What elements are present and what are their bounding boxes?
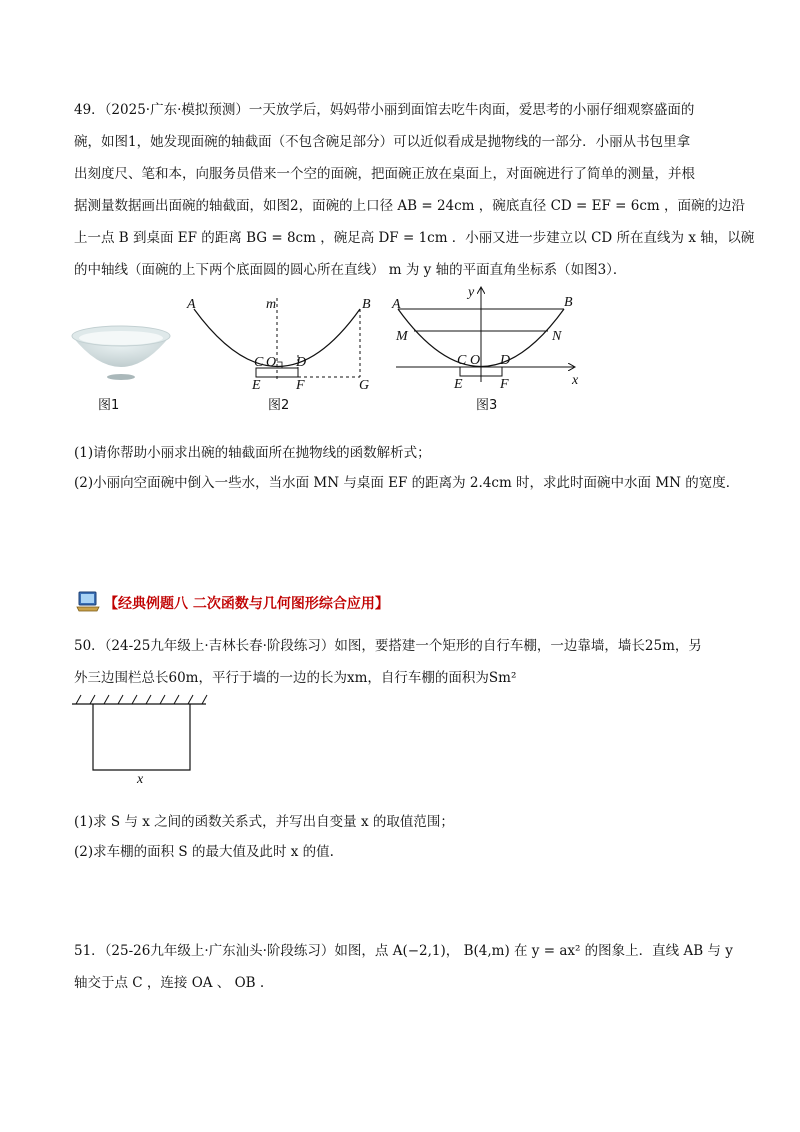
q50-line-1: 50．（24-25九年级上·吉林长春·阶段练习）如图，要搭建一个矩形的自行车棚，一边靠墙，墙长25m，另 <box>74 638 702 654</box>
fig3-label-a: A <box>392 297 401 312</box>
fig2-label-c: C <box>254 355 264 370</box>
fig1-bowl-image <box>66 316 176 386</box>
fig2-label-e: E <box>252 378 261 393</box>
q50-x-label: x <box>137 772 144 786</box>
q49-text <box>74 94 755 286</box>
q50-shed-diagram <box>70 694 210 786</box>
fig3-label-e: E <box>454 377 463 392</box>
fig2-label-o: O <box>266 355 277 370</box>
q49-sub2: (2)小丽向空面碗中倒入一些水，当水面 MN 与桌面 EF 的距离为 2.4cm 时，求此时面碗中水面 MN 的宽度． <box>74 475 740 491</box>
fig2-caption: 图2 <box>268 398 290 413</box>
q51-line-1: 51．（25-26九年级上·广东汕头·阶段练习）如图，点 A(−2,1)， B(4,m) 在 y = ax² 的图象上．直线 AB 与 y <box>74 943 733 959</box>
fig3-diagram <box>390 284 590 394</box>
q49-line-1: 49．（2025·广东·模拟预测）一天放学后，妈妈带小丽到面馆去吃牛肉面，爱思考的小丽仔细观察盛面的 <box>74 102 695 118</box>
q50-line-2: 外三边围栏总长60m，平行于墙的一边的长为xm，自行车棚的面积为Sm² <box>74 670 517 686</box>
q50-sub2: (2)求车棚的面积 S 的最大值及此时 x 的值. <box>74 844 334 860</box>
q49-sub1: (1)请你帮助小丽求出碗的轴截面所在抛物线的函数解析式； <box>74 445 431 461</box>
fig2-caption-wrap <box>266 394 306 414</box>
fig3-label-c: C <box>457 353 467 368</box>
fig2-label-d: D <box>296 355 307 370</box>
q50-text <box>74 630 730 694</box>
fig1-caption-wrap <box>96 394 136 414</box>
fig3-label-b: B <box>564 295 573 310</box>
fig3-caption: 图3 <box>476 398 498 413</box>
fig2-label-m: m <box>266 297 277 312</box>
book-computer-icon <box>76 590 100 612</box>
fig3-label-f: F <box>500 377 509 392</box>
fig2-label-g: G <box>359 378 370 393</box>
q49-line-6: 的中轴线（面碗的上下两个底面圆的圆心所在直线） m 为 y 轴的平面直角坐标系（如图3）． <box>74 262 627 278</box>
q49-line-3: 出刻度尺、笔和本，向服务员借来一个空的面碗，把面碗正放在桌面上，对面碗进行了简单的测量，并根 <box>74 166 695 182</box>
fig1-caption: 图1 <box>98 398 120 413</box>
q50-fence <box>93 704 190 770</box>
q49-line-5: 上一点 B 到桌面 EF 的距离 BG = 8cm ，碗足高 DF = 1cm ．小丽又进一步建立以 CD 所在直线为 x 轴，以碗 <box>74 230 755 246</box>
q49-line-2: 碗，如图1，她发现面碗的轴截面（不包含碗足部分）可以近似看成是抛物线的一部分．小丽从书包里拿 <box>74 134 691 150</box>
fig2-label-f: F <box>296 378 305 393</box>
fig3-label-x: x <box>572 373 579 388</box>
fig3-label-y: y <box>468 285 475 300</box>
fig3-label-o: O <box>470 353 481 368</box>
fig3-caption-wrap <box>474 394 514 414</box>
fig2-label-b: B <box>362 297 371 312</box>
fig3-label-n: N <box>552 329 562 344</box>
fig2-label-a: A <box>187 297 196 312</box>
q50-sub1: (1)求 S 与 x 之间的函数关系式，并写出自变量 x 的取值范围； <box>74 814 454 830</box>
fig3-label-d: D <box>500 353 511 368</box>
q51-text <box>74 935 733 999</box>
q51-line-2: 轴交于点 C ，连接 OA 、 OB . <box>74 975 265 991</box>
fig3-label-m: M <box>396 329 408 344</box>
q49-line-4: 据测量数据画出面碗的轴截面，如图2，面碗的上口径 AB = 24cm ，碗底直径 CD = EF = 6cm ，面碗的边沿 <box>74 198 745 214</box>
section-title: 【经典例题八 二次函数与几何图形综合应用】 <box>104 596 389 612</box>
